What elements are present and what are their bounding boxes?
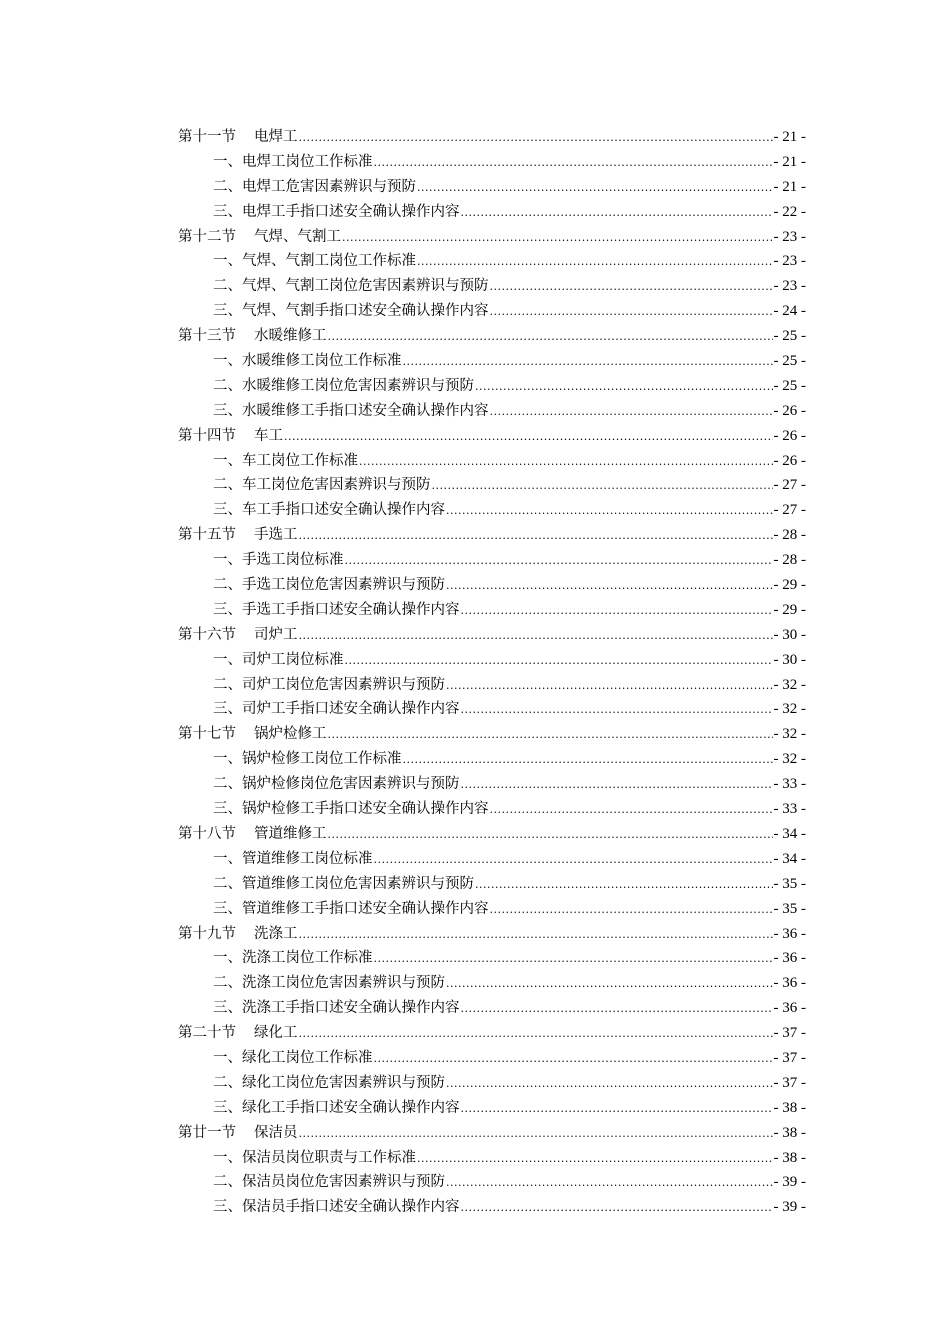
toc-section-number: 第十一节 xyxy=(178,129,236,145)
toc-entry-title xyxy=(178,523,298,548)
toc-dot-leader xyxy=(461,1097,773,1122)
toc-entry-title: 一、车工岗位工作标准 xyxy=(213,452,358,469)
toc-page-number: - 37 - xyxy=(773,1025,806,1042)
toc-dot-leader xyxy=(446,574,773,599)
toc-entry-title: 三、气焊、气割手指口述安全确认操作内容 xyxy=(213,303,489,320)
toc-dot-leader xyxy=(374,151,773,176)
toc-entry-title xyxy=(178,225,341,250)
toc-entry-title: 二、气焊、气割工岗位危害因素辨识与预防 xyxy=(213,278,489,295)
toc-subsection-entry[interactable] xyxy=(178,772,806,797)
toc-page-number: - 39 - xyxy=(773,1199,806,1216)
toc-subsection-entry[interactable] xyxy=(178,449,806,474)
toc-section-number: 第十二节 xyxy=(178,228,236,245)
toc-page-number: - 35 - xyxy=(773,875,806,892)
toc-page-number: - 23 - xyxy=(773,228,806,245)
toc-dot-leader xyxy=(403,748,773,773)
toc-page-number: - 23 - xyxy=(773,278,806,295)
toc-subsection-entry[interactable] xyxy=(178,1096,806,1121)
toc-subsection-entry[interactable] xyxy=(178,399,806,424)
toc-dot-leader xyxy=(490,898,773,923)
toc-subsection-entry[interactable] xyxy=(178,797,806,822)
toc-dot-leader xyxy=(490,798,773,823)
toc-section-entry[interactable] xyxy=(178,424,806,449)
toc-subsection-entry[interactable] xyxy=(178,1071,806,1096)
toc-dot-leader xyxy=(446,972,773,997)
toc-entry-title: 三、车工手指口述安全确认操作内容 xyxy=(213,502,445,519)
toc-entry-title: 一、气焊、气割工岗位工作标准 xyxy=(213,253,416,270)
toc-section-name: 电焊工 xyxy=(254,129,298,145)
toc-dot-leader xyxy=(446,1072,773,1097)
toc-entry-title: 一、保洁员岗位职责与工作标准 xyxy=(213,1149,416,1166)
toc-page-number: - 28 - xyxy=(773,527,806,544)
toc-page-number: - 25 - xyxy=(773,328,806,345)
toc-subsection-entry[interactable] xyxy=(178,274,806,299)
toc-section-number: 第二十节 xyxy=(178,1025,236,1042)
toc-page-number: - 38 - xyxy=(773,1124,806,1141)
toc-section-entry[interactable] xyxy=(178,623,806,648)
toc-page-number: - 23 - xyxy=(773,253,806,270)
toc-dot-leader xyxy=(461,599,773,624)
toc-page-number: - 21 - xyxy=(773,178,806,195)
toc-entry-title: 三、手选工手指口述安全确认操作内容 xyxy=(213,601,460,618)
toc-dot-leader xyxy=(446,499,773,524)
toc-section-entry[interactable] xyxy=(178,922,806,947)
toc-section-name: 锅炉检修工 xyxy=(254,726,327,743)
toc-section-name: 车工 xyxy=(254,427,283,444)
toc-page-number: - 21 - xyxy=(773,153,806,170)
toc-entry-title xyxy=(178,722,327,747)
toc-subsection-entry[interactable] xyxy=(178,648,806,673)
toc-dot-leader xyxy=(417,250,773,275)
toc-dot-leader xyxy=(475,375,773,400)
toc-dot-leader xyxy=(342,226,773,251)
toc-entry-title xyxy=(178,324,327,349)
toc-section-name: 气焊、气割工 xyxy=(254,228,341,245)
toc-entry-title: 二、锅炉检修岗位危害因素辨识与预防 xyxy=(213,776,460,793)
toc-page-number: - 26 - xyxy=(773,427,806,444)
toc-dot-leader xyxy=(299,624,773,649)
toc-entry-title: 二、洗涤工岗位危害因素辨识与预防 xyxy=(213,975,445,992)
toc-subsection-entry[interactable] xyxy=(178,897,806,922)
toc-page-number: - 28 - xyxy=(773,552,806,569)
toc-subsection-entry[interactable] xyxy=(178,175,806,200)
toc-page-number: - 34 - xyxy=(773,850,806,867)
toc-dot-leader xyxy=(490,400,773,425)
toc-entry-title xyxy=(178,424,283,449)
toc-dot-leader xyxy=(359,450,773,475)
toc-page-number: - 27 - xyxy=(773,502,806,519)
toc-entry-title: 二、司炉工岗位危害因素辨识与预防 xyxy=(213,676,445,693)
toc-dot-leader xyxy=(461,698,773,723)
toc-section-entry[interactable] xyxy=(178,1121,806,1146)
toc-dot-leader xyxy=(490,300,773,325)
toc-dot-leader xyxy=(299,524,773,549)
toc-subsection-entry[interactable] xyxy=(178,349,806,374)
toc-dot-leader xyxy=(328,823,773,848)
toc-dot-leader xyxy=(345,649,773,674)
toc-section-number: 第十七节 xyxy=(178,726,236,743)
toc-subsection-entry[interactable] xyxy=(178,1046,806,1071)
toc-page-number: - 38 - xyxy=(773,1099,806,1116)
toc-entry-title: 三、水暖维修工手指口述安全确认操作内容 xyxy=(213,402,489,419)
toc-entry-title xyxy=(178,623,298,648)
toc-section-entry[interactable] xyxy=(178,1021,806,1046)
toc-section-name: 绿化工 xyxy=(254,1025,298,1042)
toc-subsection-entry[interactable] xyxy=(178,1195,806,1220)
toc-entry-title: 一、锅炉检修工岗位工作标准 xyxy=(213,751,402,768)
toc-dot-leader xyxy=(299,1122,773,1147)
toc-dot-leader xyxy=(490,275,773,300)
toc-page-number: - 36 - xyxy=(773,1000,806,1017)
toc-page-number: - 29 - xyxy=(773,577,806,594)
toc-entry-title: 二、手选工岗位危害因素辨识与预防 xyxy=(213,577,445,594)
toc-page-number: - 21 - xyxy=(773,129,806,145)
toc-page-number: - 29 - xyxy=(773,601,806,618)
toc-section-entry[interactable] xyxy=(178,822,806,847)
toc-dot-leader xyxy=(446,674,773,699)
toc-page-number: - 26 - xyxy=(773,402,806,419)
toc-subsection-entry[interactable] xyxy=(178,747,806,772)
toc-section-entry[interactable] xyxy=(178,722,806,747)
toc-subsection-entry[interactable] xyxy=(178,1146,806,1171)
table-of-contents xyxy=(178,125,806,1220)
toc-dot-leader xyxy=(345,549,773,574)
toc-entry-title: 三、绿化工手指口述安全确认操作内容 xyxy=(213,1099,460,1116)
toc-subsection-entry[interactable] xyxy=(178,971,806,996)
toc-subsection-entry[interactable] xyxy=(178,150,806,175)
toc-dot-leader xyxy=(461,773,773,798)
toc-entry-title: 三、洗涤工手指口述安全确认操作内容 xyxy=(213,1000,460,1017)
toc-subsection-entry[interactable] xyxy=(178,847,806,872)
toc-subsection-entry[interactable] xyxy=(178,697,806,722)
toc-page-number: - 39 - xyxy=(773,1174,806,1191)
toc-dot-leader xyxy=(446,1171,773,1196)
toc-page-number: - 33 - xyxy=(773,801,806,818)
toc-subsection-entry[interactable] xyxy=(178,374,806,399)
toc-page-number: - 33 - xyxy=(773,776,806,793)
toc-dot-leader xyxy=(475,873,773,898)
toc-section-name: 洗涤工 xyxy=(254,925,298,942)
toc-page-number: - 26 - xyxy=(773,452,806,469)
toc-entry-title: 二、车工岗位危害因素辨识与预防 xyxy=(213,477,431,494)
toc-page-number: - 30 - xyxy=(773,626,806,643)
toc-subsection-entry[interactable] xyxy=(178,299,806,324)
toc-entry-title: 三、锅炉检修工手指口述安全确认操作内容 xyxy=(213,801,489,818)
toc-dot-leader xyxy=(374,1047,773,1072)
toc-section-name: 司炉工 xyxy=(254,626,298,643)
toc-page-number: - 36 - xyxy=(773,925,806,942)
toc-dot-leader xyxy=(461,201,773,226)
toc-subsection-entry[interactable] xyxy=(178,673,806,698)
toc-section-entry[interactable] xyxy=(178,523,806,548)
toc-subsection-entry[interactable] xyxy=(178,872,806,897)
toc-page-number: - 32 - xyxy=(773,701,806,718)
toc-entry-title xyxy=(178,1021,298,1046)
toc-entry-title: 一、洗涤工岗位工作标准 xyxy=(213,950,373,967)
toc-section-number: 第十九节 xyxy=(178,925,236,942)
toc-section-name: 管道维修工 xyxy=(254,825,327,842)
toc-section-number: 第十四节 xyxy=(178,427,236,444)
toc-page-number: - 24 - xyxy=(773,303,806,320)
toc-dot-leader xyxy=(403,350,773,375)
toc-section-number: 第十八节 xyxy=(178,825,236,842)
toc-section-number: 第十三节 xyxy=(178,328,236,345)
toc-section-entry[interactable] xyxy=(178,324,806,349)
toc-section-number: 第十五节 xyxy=(178,527,236,544)
toc-page-number: - 36 - xyxy=(773,975,806,992)
toc-page-number: - 30 - xyxy=(773,651,806,668)
toc-dot-leader xyxy=(328,325,773,350)
toc-entry-title: 一、电焊工岗位工作标准 xyxy=(213,153,373,170)
toc-entry-title: 一、司炉工岗位标准 xyxy=(213,651,344,668)
toc-dot-leader xyxy=(299,126,773,151)
toc-section-name: 保洁员 xyxy=(254,1124,298,1141)
toc-page-number: - 36 - xyxy=(773,950,806,967)
toc-subsection-entry[interactable] xyxy=(178,946,806,971)
toc-entry-title xyxy=(178,1121,298,1146)
toc-entry-title: 一、管道维修工岗位标准 xyxy=(213,850,373,867)
toc-dot-leader xyxy=(299,923,773,948)
toc-section-number: 第廿一节 xyxy=(178,1124,236,1141)
toc-dot-leader xyxy=(284,425,773,450)
toc-page-number: - 37 - xyxy=(773,1074,806,1091)
toc-page-number: - 34 - xyxy=(773,825,806,842)
toc-page-number: - 25 - xyxy=(773,377,806,394)
toc-dot-leader xyxy=(417,176,773,201)
toc-entry-title: 三、管道维修工手指口述安全确认操作内容 xyxy=(213,900,489,917)
toc-subsection-entry[interactable] xyxy=(178,548,806,573)
toc-page-number: - 35 - xyxy=(773,900,806,917)
toc-entry-title xyxy=(178,125,298,150)
toc-page-number: - 37 - xyxy=(773,1049,806,1066)
toc-entry-title: 三、电焊工手指口述安全确认操作内容 xyxy=(213,203,460,220)
toc-subsection-entry[interactable] xyxy=(178,598,806,623)
toc-subsection-entry[interactable] xyxy=(178,1170,806,1195)
toc-subsection-entry[interactable] xyxy=(178,249,806,274)
toc-entry-title: 三、保洁员手指口述安全确认操作内容 xyxy=(213,1199,460,1216)
toc-page-number: - 32 - xyxy=(773,751,806,768)
toc-section-entry[interactable] xyxy=(178,225,806,250)
toc-subsection-entry[interactable] xyxy=(178,200,806,225)
toc-page-number: - 32 - xyxy=(773,726,806,743)
toc-dot-leader xyxy=(328,723,773,748)
toc-entry-title: 三、司炉工手指口述安全确认操作内容 xyxy=(213,701,460,718)
toc-section-name: 手选工 xyxy=(254,527,298,544)
toc-dot-leader xyxy=(374,848,773,873)
toc-page-number: - 27 - xyxy=(773,477,806,494)
toc-entry-title: 一、绿化工岗位工作标准 xyxy=(213,1049,373,1066)
toc-dot-leader xyxy=(432,474,773,499)
toc-section-name: 水暖维修工 xyxy=(254,328,327,345)
toc-dot-leader xyxy=(461,1196,773,1221)
toc-subsection-entry[interactable] xyxy=(178,573,806,598)
toc-entry-title: 二、管道维修工岗位危害因素辨识与预防 xyxy=(213,875,474,892)
toc-entry-title xyxy=(178,822,327,847)
toc-dot-leader xyxy=(374,947,773,972)
toc-page-number: - 38 - xyxy=(773,1149,806,1166)
toc-entry-title: 二、绿化工岗位危害因素辨识与预防 xyxy=(213,1074,445,1091)
toc-entry-title: 二、电焊工危害因素辨识与预防 xyxy=(213,178,416,195)
toc-subsection-entry[interactable] xyxy=(178,498,806,523)
toc-subsection-entry[interactable] xyxy=(178,473,806,498)
toc-section-entry[interactable] xyxy=(178,125,806,150)
toc-section-number: 第十六节 xyxy=(178,626,236,643)
toc-entry-title: 一、水暖维修工岗位工作标准 xyxy=(213,353,402,370)
toc-dot-leader xyxy=(461,997,773,1022)
toc-subsection-entry[interactable] xyxy=(178,996,806,1021)
toc-dot-leader xyxy=(299,1022,773,1047)
toc-dot-leader xyxy=(417,1147,773,1172)
toc-page-number: - 22 - xyxy=(773,203,806,220)
toc-entry-title xyxy=(178,922,298,947)
toc-entry-title: 二、水暖维修工岗位危害因素辨识与预防 xyxy=(213,377,474,394)
toc-page-number: - 32 - xyxy=(773,676,806,693)
toc-entry-title: 二、保洁员岗位危害因素辨识与预防 xyxy=(213,1174,445,1191)
toc-page-number: - 25 - xyxy=(773,353,806,370)
toc-entry-title: 一、手选工岗位标准 xyxy=(213,552,344,569)
